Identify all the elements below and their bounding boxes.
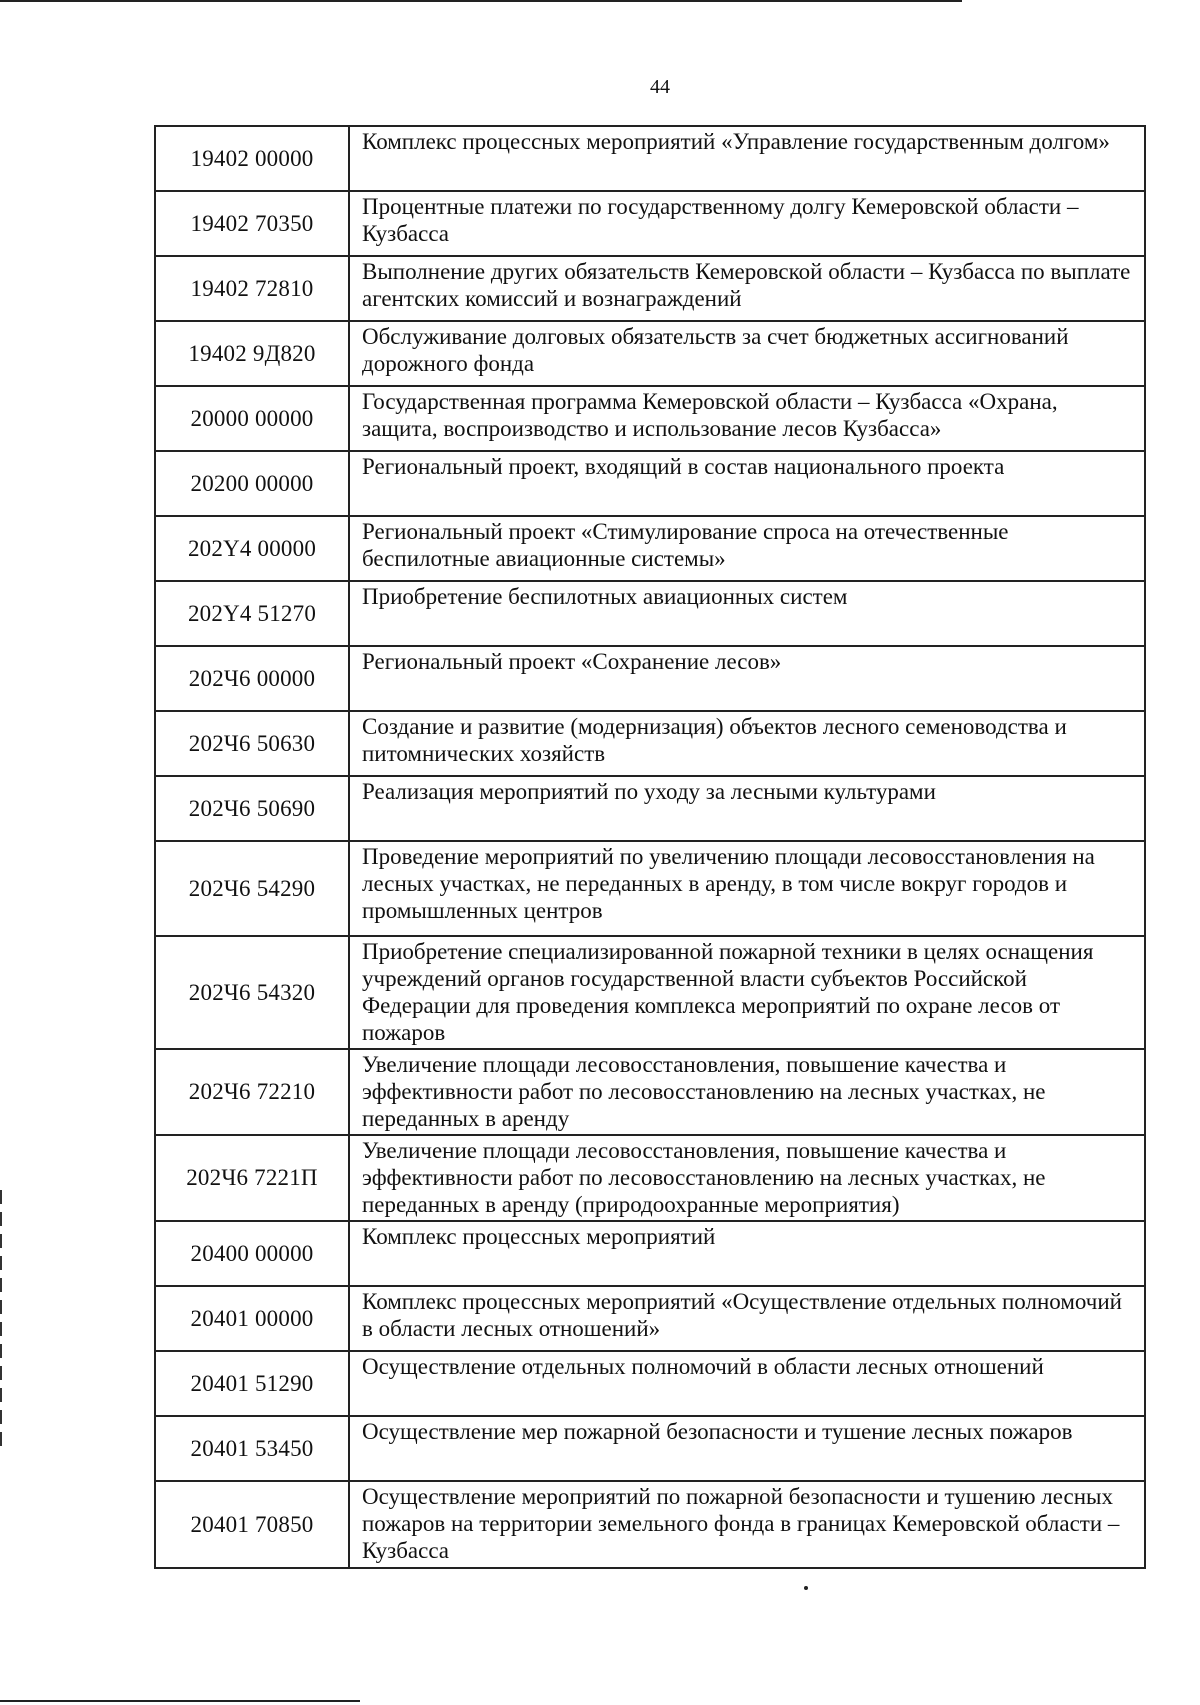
table-row [155, 1135, 1145, 1221]
row-description: Обслуживание долговых обязательств за счет бюджетных ассигнований дорожного фонда [349, 321, 1145, 386]
row-description: Региональный проект «Сохранение лесов» [349, 646, 1145, 711]
table-row [155, 256, 1145, 321]
row-code: 20000 00000 [155, 386, 349, 451]
budget-classification-table [154, 125, 1146, 1569]
table-row [155, 386, 1145, 451]
margin-scan-marks [0, 1190, 2, 1450]
row-code: 202Ч6 54290 [155, 841, 349, 936]
row-description: Увеличение площади лесовосстановления, повышение качества и эффективности работ по лесовосстановлению на лесных участках, не переданных в аренду (природоохранные мероприятия) [349, 1135, 1145, 1221]
row-code: 20401 00000 [155, 1286, 349, 1351]
row-code: 202Ч6 72210 [155, 1049, 349, 1135]
row-code: 202Ч6 50630 [155, 711, 349, 776]
row-description: Комплекс процессных мероприятий «Управление государственным долгом» [349, 126, 1145, 191]
row-description: Приобретение беспилотных авиационных систем [349, 581, 1145, 646]
row-description: Осуществление мероприятий по пожарной безопасности и тушению лесных пожаров на территории земельного фонда в границах Кемеровской области – Кузбасса [349, 1481, 1145, 1568]
table-row [155, 711, 1145, 776]
row-code: 202Ч6 54320 [155, 936, 349, 1049]
row-description: Проведение мероприятий по увеличению площади лесовосстановления на лесных участках, не переданных в аренду, в том числе вокруг городов и промышленных центров [349, 841, 1145, 936]
table-row [155, 451, 1145, 516]
table-row [155, 321, 1145, 386]
row-description: Региональный проект «Стимулирование спроса на отечественные беспилотные авиационные системы» [349, 516, 1145, 581]
page-number: 44 [650, 76, 670, 98]
row-code: 20401 70850 [155, 1481, 349, 1568]
row-description: Создание и развитие (модернизация) объектов лесного семеноводства и питомнических хозяйств [349, 711, 1145, 776]
top-rule [0, 0, 962, 2]
row-description: Региональный проект, входящий в состав национального проекта [349, 451, 1145, 516]
row-code: 202Y4 00000 [155, 516, 349, 581]
table-row [155, 936, 1145, 1049]
row-code: 202Ч6 7221П [155, 1135, 349, 1221]
row-description: Комплекс процессных мероприятий «Осуществление отдельных полномочий в области лесных отношений» [349, 1286, 1145, 1351]
table-row [155, 191, 1145, 256]
table-row [155, 1049, 1145, 1135]
row-code: 20401 53450 [155, 1416, 349, 1481]
row-description: Осуществление отдельных полномочий в области лесных отношений [349, 1351, 1145, 1416]
row-description: Реализация мероприятий по уходу за лесными культурами [349, 776, 1145, 841]
bottom-rule [0, 1700, 360, 1702]
row-description: Осуществление мер пожарной безопасности и тушение лесных пожаров [349, 1416, 1145, 1481]
table-row [155, 1221, 1145, 1286]
scan-dot [804, 1586, 808, 1590]
table-row [155, 1481, 1145, 1568]
row-code: 202Ч6 50690 [155, 776, 349, 841]
table-row [155, 841, 1145, 936]
row-code: 20401 51290 [155, 1351, 349, 1416]
table-row [155, 646, 1145, 711]
row-description: Выполнение других обязательств Кемеровской области – Кузбасса по выплате агентских комиссий и вознаграждений [349, 256, 1145, 321]
table-row [155, 1416, 1145, 1481]
row-code: 19402 9Д820 [155, 321, 349, 386]
row-code: 19402 00000 [155, 126, 349, 191]
row-code: 19402 72810 [155, 256, 349, 321]
table-row [155, 581, 1145, 646]
row-description: Приобретение специализированной пожарной техники в целях оснащения учреждений органов государственной власти субъектов Российской Федерации для проведения комплекса мероприятий по охране лесов от пожаров [349, 936, 1145, 1049]
row-code: 19402 70350 [155, 191, 349, 256]
row-description: Процентные платежи по государственному долгу Кемеровской области – Кузбасса [349, 191, 1145, 256]
table-row [155, 1351, 1145, 1416]
row-code: 20200 00000 [155, 451, 349, 516]
row-code: 20400 00000 [155, 1221, 349, 1286]
row-description: Увеличение площади лесовосстановления, повышение качества и эффективности работ по лесовосстановлению на лесных участках, не переданных в аренду [349, 1049, 1145, 1135]
table-row [155, 516, 1145, 581]
row-code: 202Y4 51270 [155, 581, 349, 646]
table-row [155, 126, 1145, 191]
row-description: Государственная программа Кемеровской области – Кузбасса «Охрана, защита, воспроизводство и использование лесов Кузбасса» [349, 386, 1145, 451]
row-description: Комплекс процессных мероприятий [349, 1221, 1145, 1286]
table-row [155, 776, 1145, 841]
table-row [155, 1286, 1145, 1351]
row-code: 202Ч6 00000 [155, 646, 349, 711]
